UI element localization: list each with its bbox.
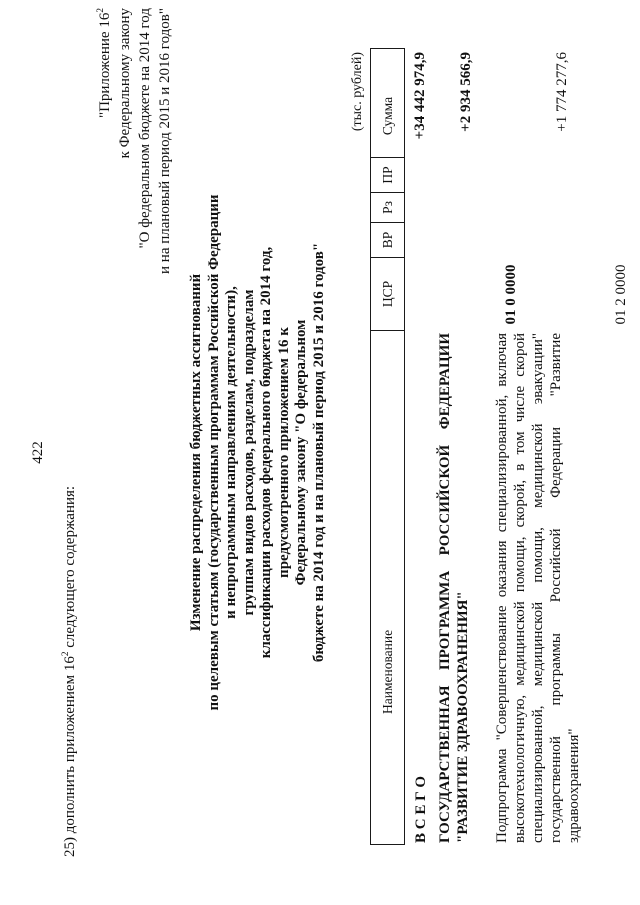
title-line: по целевым статьям (государственным программам Российской Федерации (205, 194, 222, 711)
amendment-intro-suffix: следующего содержания: (62, 485, 78, 652)
row-subprogram-sum: +1 774 277,6 (554, 52, 570, 132)
title-line: предусмотренного приложением 16 к (275, 327, 292, 578)
appendix-ref-line2: к Федеральному закону (117, 8, 133, 159)
title-line: Федеральному закону "О федеральном (293, 319, 309, 586)
title-line: группам видов расходов, разделам, подразделам (240, 289, 257, 616)
header-cell-vr: ВР (371, 223, 404, 258)
header-cell-rz: Рз (371, 193, 404, 223)
header-cell-csr: ЦСР (371, 258, 404, 331)
title-line: классификации расходов федерального бюджета на 2014 год, (258, 246, 274, 659)
row-total-sum: +34 442 974,9 (412, 52, 428, 140)
row-program-sum: +2 934 566,9 (458, 52, 474, 132)
appendix-ref-superscript: 2 (96, 8, 106, 13)
budget-table (370, 48, 640, 845)
header-cell-pr: ПР (371, 158, 404, 193)
row-program-name: ГОСУДАРСТВЕННАЯ ПРОГРАММА РОССИЙСКОЙ ФЕДЕРАЦИИ "РАЗВИТИЕ ЗДРАВООХРАНЕНИЯ" (437, 333, 471, 843)
header-cell-name: Наименование (379, 629, 395, 714)
title-line: Изменение распределения бюджетных ассигнований (188, 273, 204, 632)
table-body (405, 48, 640, 845)
row-subprogram-csr-code: 01 2 0000 (613, 264, 629, 325)
appendix-reference (95, 8, 175, 274)
table-header (370, 48, 405, 845)
amendment-intro (62, 486, 79, 857)
page-number: 422 (30, 441, 46, 464)
header-cell-sum: Сумма (371, 49, 404, 158)
row-total-label: В С Е Г О (413, 775, 429, 843)
appendix-ref-line4: и на плановый период 2015 и 2016 годов" (157, 8, 173, 274)
document-title (188, 0, 328, 905)
title-line: бюджете на 2014 год и на плановый период 2015 и 2016 годов" (310, 242, 327, 663)
units-note: (тыс. рублей) (350, 52, 365, 132)
amendment-superscript: 2 (61, 651, 71, 657)
appendix-ref-line3: "О федеральном бюджете на 2014 год (137, 8, 153, 249)
title-line: и непрограммным направлениям деятельности), (223, 286, 239, 619)
appendix-ref-line1-text: "Приложение 16 (97, 12, 113, 119)
row-subprogram-name: Подпрограмма "Совершенствование оказания специализированной, включая высокотехнологичную, медицинской помощи, скорой, в том числе скорой специализированной, медицинской помощи, медицинской эвакуации" государственной программы Российской Федерации "Развитие здравоохранения" (494, 333, 582, 843)
amendment-intro-text: 25) дополнить приложением 16 (62, 656, 78, 857)
row-program-csr-code: 01 0 0000 (503, 264, 519, 325)
appendix-ref-line1 (95, 8, 115, 274)
